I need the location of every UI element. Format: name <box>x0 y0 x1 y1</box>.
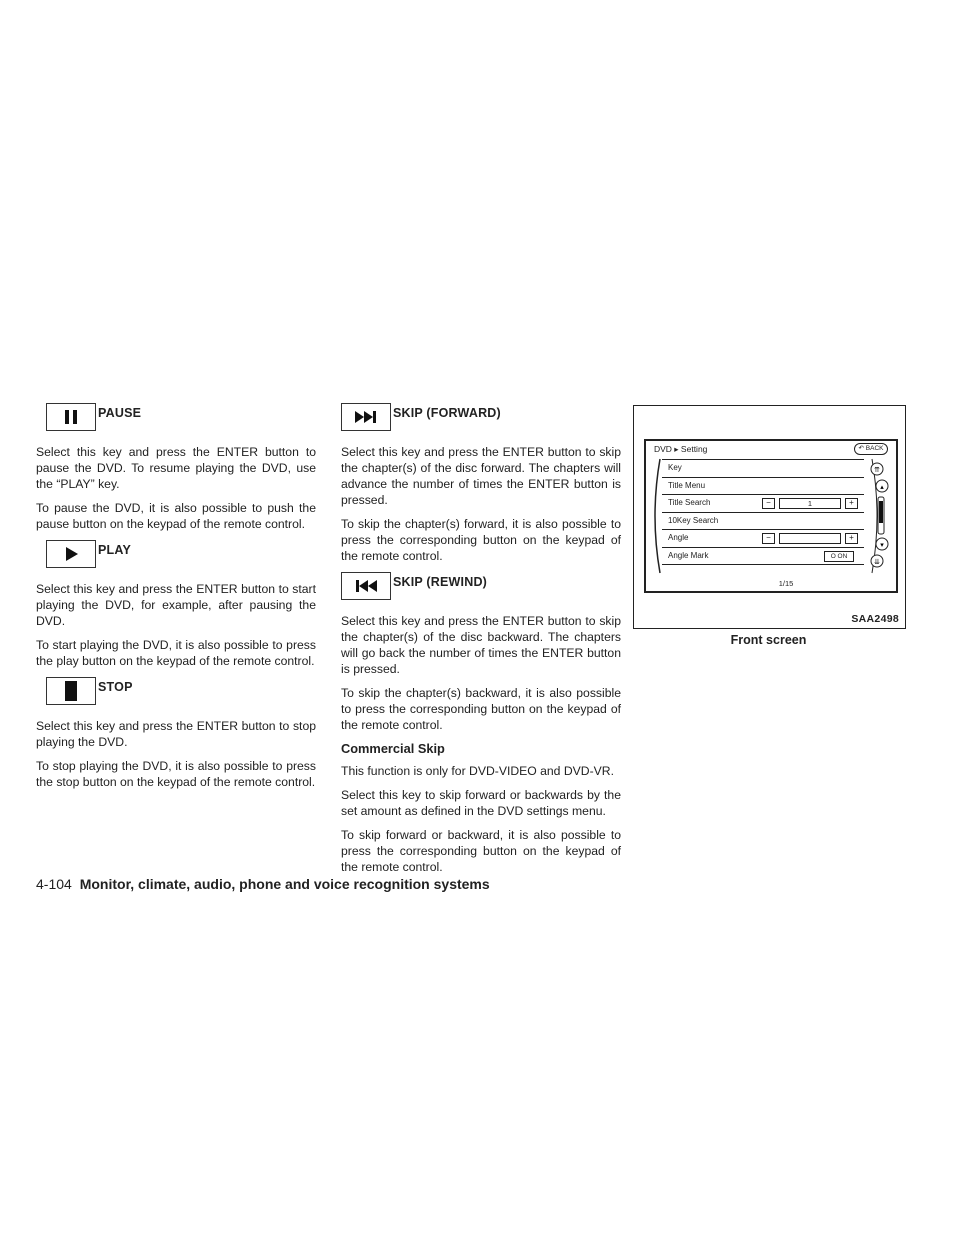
skip-forward-paragraph-2: To skip the chapter(s) forward, it is also possible to press the corresponding button on the keypad of the remote control. <box>341 517 621 563</box>
skip-forward-paragraph-1: Select this key and press the ENTER button to skip the chapter(s) of the disc forward. The chapters will advance the number of times the ENTER button is pressed. <box>341 445 621 507</box>
svg-text:⇊: ⇊ <box>874 558 880 566</box>
pause-icon <box>46 403 96 431</box>
svg-text:▾: ▾ <box>880 541 884 549</box>
commercial-skip-heading: Commercial Skip <box>341 741 445 756</box>
menu-item-title-search[interactable] <box>662 495 864 513</box>
commercial-skip-paragraph-3: To skip forward or backward, it is also possible to press the corresponding button on the keypad of the remote control. <box>341 828 621 874</box>
menu-item-angle-mark[interactable] <box>662 548 864 566</box>
menu-item-10key-search[interactable] <box>662 513 864 531</box>
stop-paragraph-1: Select this key and press the ENTER button to stop playing the DVD. <box>36 719 316 749</box>
skip-rewind-title: SKIP (REWIND) <box>393 575 488 589</box>
dvd-setting-figure <box>633 405 906 629</box>
menu-item-label: Angle <box>668 533 689 542</box>
settings-menu <box>662 459 864 565</box>
screen-title: DVD ▸ Setting <box>654 444 708 454</box>
figure-caption: Front screen <box>730 633 807 647</box>
commercial-skip-paragraph-2: Select this key to skip forward or backwards by the set amount as defined in the DVD settings menu. <box>341 788 621 818</box>
menu-item-label: Title Search <box>668 498 711 507</box>
minus-button[interactable]: − <box>762 533 775 544</box>
svg-text:▴: ▴ <box>880 483 884 491</box>
page-footer <box>36 876 490 892</box>
back-label: BACK <box>865 445 884 452</box>
minus-button[interactable]: − <box>762 498 775 509</box>
menu-item-label: Angle Mark <box>668 550 709 560</box>
angle-value <box>779 533 841 544</box>
angle-mark-toggle[interactable]: O ON <box>824 551 854 562</box>
dvd-setting-screen <box>644 439 898 593</box>
page-indicator: 1/15 <box>778 579 794 588</box>
menu-item-key[interactable] <box>662 459 864 478</box>
skip-forward-icon <box>341 403 391 431</box>
stop-title: STOP <box>98 680 133 694</box>
page-number: 4-104 <box>36 876 72 892</box>
left-column <box>36 403 316 798</box>
plus-button[interactable]: + <box>845 498 858 509</box>
menu-item-label: Title Menu <box>668 480 706 490</box>
figure-code: SAA2498 <box>851 613 899 625</box>
plus-button[interactable]: + <box>845 533 858 544</box>
menu-item-label: 10Key Search <box>668 515 719 525</box>
pause-paragraph-2: To pause the DVD, it is also possible to push the pause button on the keypad of the remote control. <box>36 501 316 531</box>
menu-item-label: Key <box>668 463 682 472</box>
play-paragraph-2: To start playing the DVD, it is also possible to press the play button on the keypad of the remote control. <box>36 638 316 668</box>
section-title: Monitor, climate, audio, phone and voice recognition systems <box>79 876 490 892</box>
play-paragraph-1: Select this key and press the ENTER button to start playing the DVD, for example, after pausing the DVD. <box>36 582 316 628</box>
stop-heading <box>36 677 316 709</box>
pause-heading <box>36 403 316 435</box>
play-icon <box>46 540 96 568</box>
play-title: PLAY <box>98 543 131 557</box>
menu-item-title-menu[interactable] <box>662 478 864 496</box>
skip-forward-heading <box>331 403 621 435</box>
svg-text:⇈: ⇈ <box>874 466 880 474</box>
skip-forward-title: SKIP (FORWARD) <box>393 406 501 420</box>
title-search-value: 1 <box>779 498 841 509</box>
skip-rewind-icon <box>341 572 391 600</box>
skip-rewind-paragraph-1: Select this key and press the ENTER button to skip the chapter(s) of the disc backward. The chapters will go back the number of times the ENTER button is pressed. <box>341 614 621 676</box>
back-icon: ↶ <box>858 445 864 452</box>
menu-item-angle[interactable] <box>662 530 864 548</box>
stop-icon <box>46 677 96 705</box>
commercial-skip-paragraph-1: This function is only for DVD-VIDEO and DVD-VR. <box>341 764 614 778</box>
right-column <box>341 403 621 883</box>
pause-title: PAUSE <box>98 406 142 420</box>
play-heading <box>36 540 316 572</box>
stop-paragraph-2: To stop playing the DVD, it is also possible to press the stop button on the keypad of the remote control. <box>36 759 316 789</box>
skip-rewind-paragraph-2: To skip the chapter(s) backward, it is also possible to press the corresponding button on the keypad of the remote control. <box>341 686 621 732</box>
pause-paragraph-1: Select this key and press the ENTER button to pause the DVD. To resume playing the DVD, use the “PLAY” key. <box>36 445 316 491</box>
skip-rewind-heading <box>331 572 621 604</box>
